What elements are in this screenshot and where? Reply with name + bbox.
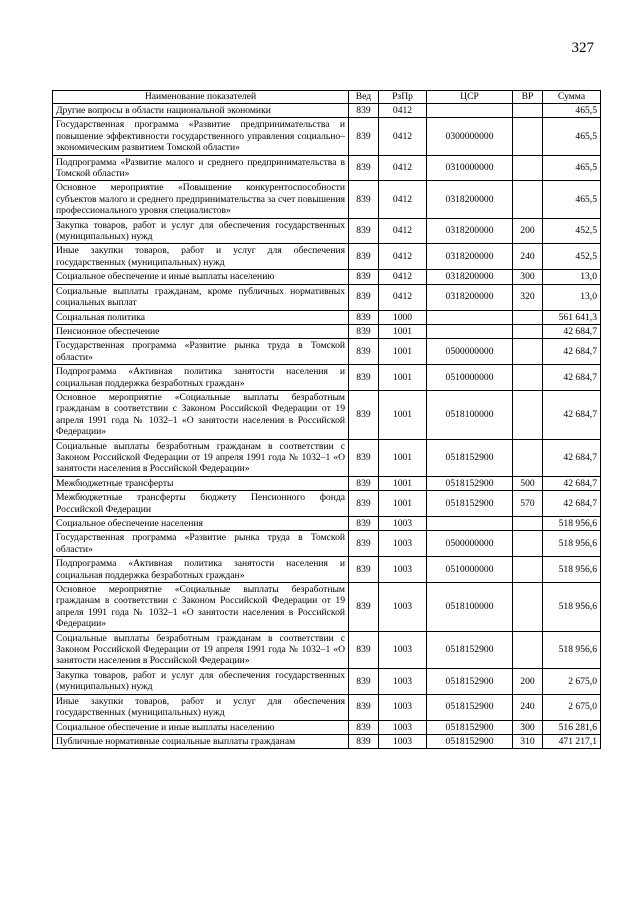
cell-csr: 0518152900	[427, 668, 513, 694]
cell-vr: 240	[513, 244, 543, 270]
cell-csr: 0310000000	[427, 155, 513, 181]
cell-rzpr: 0412	[379, 104, 427, 118]
cell-rzpr: 1001	[379, 491, 427, 517]
cell-ved: 839	[349, 244, 379, 270]
cell-name: Социальные выплаты гражданам, кроме публичных нормативных социальных выплат	[53, 284, 349, 310]
table-row	[53, 439, 601, 476]
cell-name: Подпрограмма «Активная политика занятости населения и социальная поддержка безработных граждан»	[53, 365, 349, 391]
cell-sum: 516 281,6	[543, 720, 601, 734]
cell-vr: 300	[513, 720, 543, 734]
cell-rzpr: 1003	[379, 734, 427, 748]
cell-name: Социальные выплаты безработным гражданам в соответствии с Законом Российской Федерации от 19 апреля 1991 года № 1032–1 «О занятости населения в Российской Федерации»	[53, 631, 349, 668]
table-row	[53, 631, 601, 668]
cell-name: Социальное обеспечение и иные выплаты населению	[53, 270, 349, 284]
cell-sum: 42 684,7	[543, 439, 601, 476]
cell-rzpr: 1000	[379, 310, 427, 324]
cell-vr	[513, 365, 543, 391]
cell-sum: 2 675,0	[543, 694, 601, 720]
cell-sum: 518 956,6	[543, 631, 601, 668]
cell-vr: 200	[513, 668, 543, 694]
cell-sum: 42 684,7	[543, 365, 601, 391]
cell-vr: 570	[513, 491, 543, 517]
cell-sum: 518 956,6	[543, 517, 601, 531]
cell-rzpr: 0412	[379, 155, 427, 181]
cell-name: Государственная программа «Развитие предпринимательства и повышение эффективности государственного управления социально–экономическим развитием Томской области»	[53, 118, 349, 155]
cell-vr	[513, 517, 543, 531]
cell-vr: 200	[513, 218, 543, 244]
cell-vr: 240	[513, 694, 543, 720]
cell-vr	[513, 104, 543, 118]
cell-name: Социальная политика	[53, 310, 349, 324]
table-row	[53, 324, 601, 338]
cell-name: Государственная программа «Развитие рынка труда в Томской области»	[53, 339, 349, 365]
cell-csr: 0518152900	[427, 694, 513, 720]
cell-rzpr: 1001	[379, 390, 427, 439]
cell-sum: 42 684,7	[543, 339, 601, 365]
cell-csr: 0518100000	[427, 583, 513, 632]
cell-name: Иные закупки товаров, работ и услуг для обеспечения государственных (муниципальных) нужд	[53, 694, 349, 720]
cell-sum: 465,5	[543, 104, 601, 118]
cell-name: Государственная программа «Развитие рынка труда в Томской области»	[53, 531, 349, 557]
cell-sum: 42 684,7	[543, 324, 601, 338]
header-ved: Вед	[349, 91, 379, 104]
cell-ved: 839	[349, 734, 379, 748]
cell-name: Межбюджетные трансферты бюджету Пенсионного фонда Российской Федерации	[53, 491, 349, 517]
cell-name: Основное мероприятие «Повышение конкурентоспособности субъектов малого и среднего предпринимательства за счет повышения профессионального уровня специалистов»	[53, 181, 349, 218]
cell-ved: 839	[349, 631, 379, 668]
cell-vr	[513, 310, 543, 324]
cell-vr	[513, 324, 543, 338]
table-row	[53, 339, 601, 365]
table-row	[53, 531, 601, 557]
cell-ved: 839	[349, 270, 379, 284]
budget-table	[52, 90, 601, 749]
cell-rzpr: 1001	[379, 365, 427, 391]
cell-csr: 0518152900	[427, 491, 513, 517]
table-row	[53, 390, 601, 439]
cell-csr: 0518152900	[427, 439, 513, 476]
cell-csr	[427, 104, 513, 118]
cell-vr: 500	[513, 476, 543, 490]
cell-ved: 839	[349, 583, 379, 632]
cell-name: Другие вопросы в области национальной экономики	[53, 104, 349, 118]
cell-ved: 839	[349, 720, 379, 734]
cell-vr	[513, 583, 543, 632]
cell-name: Основное мероприятие «Социальные выплаты безработным гражданам в соответствии с Законом Российской Федерации от 19 апреля 1991 года № 1032–1 «О занятости населения в Российской Федерации»	[53, 390, 349, 439]
table-row	[53, 583, 601, 632]
cell-ved: 839	[349, 284, 379, 310]
cell-sum: 42 684,7	[543, 491, 601, 517]
cell-rzpr: 0412	[379, 244, 427, 270]
header-sum: Сумма	[543, 91, 601, 104]
table-row	[53, 284, 601, 310]
cell-sum: 465,5	[543, 118, 601, 155]
cell-csr: 0518152900	[427, 734, 513, 748]
table-row	[53, 517, 601, 531]
table-row	[53, 104, 601, 118]
cell-rzpr: 1003	[379, 694, 427, 720]
cell-ved: 839	[349, 491, 379, 517]
cell-vr	[513, 557, 543, 583]
table-row	[53, 181, 601, 218]
table-row	[53, 218, 601, 244]
cell-sum: 452,5	[543, 218, 601, 244]
cell-name: Социальные выплаты безработным гражданам в соответствии с Законом Российской Федерации от 19 апреля 1991 года № 1032–1 «О занятости населения в Российской Федерации»	[53, 439, 349, 476]
cell-ved: 839	[349, 104, 379, 118]
cell-csr: 0518152900	[427, 631, 513, 668]
cell-csr: 0510000000	[427, 365, 513, 391]
cell-sum: 42 684,7	[543, 476, 601, 490]
table-row	[53, 734, 601, 748]
cell-rzpr: 1003	[379, 557, 427, 583]
cell-ved: 839	[349, 439, 379, 476]
cell-csr	[427, 324, 513, 338]
cell-ved: 839	[349, 181, 379, 218]
cell-vr	[513, 390, 543, 439]
cell-ved: 839	[349, 531, 379, 557]
cell-name: Подпрограмма «Активная политика занятости населения и социальная поддержка безработных граждан»	[53, 557, 349, 583]
cell-name: Основное мероприятие «Социальные выплаты безработным гражданам в соответствии с Законом Российской Федерации от 19 апреля 1991 года № 1032–1 «О занятости населения в Российской Федерации»	[53, 583, 349, 632]
table-row	[53, 491, 601, 517]
cell-rzpr: 0412	[379, 218, 427, 244]
cell-rzpr: 1003	[379, 583, 427, 632]
cell-rzpr: 1001	[379, 324, 427, 338]
header-csr: ЦСР	[427, 91, 513, 104]
cell-rzpr: 1001	[379, 439, 427, 476]
cell-csr	[427, 517, 513, 531]
cell-name: Публичные нормативные социальные выплаты гражданам	[53, 734, 349, 748]
table-row	[53, 155, 601, 181]
cell-name: Социальное обеспечение и иные выплаты населению	[53, 720, 349, 734]
table-row	[53, 365, 601, 391]
cell-sum: 518 956,6	[543, 531, 601, 557]
table-row	[53, 244, 601, 270]
cell-name: Пенсионное обеспечение	[53, 324, 349, 338]
cell-sum: 13,0	[543, 270, 601, 284]
table-row	[53, 668, 601, 694]
cell-sum: 42 684,7	[543, 390, 601, 439]
cell-sum: 13,0	[543, 284, 601, 310]
cell-ved: 839	[349, 339, 379, 365]
cell-rzpr: 0412	[379, 270, 427, 284]
table-row	[53, 310, 601, 324]
cell-csr	[427, 310, 513, 324]
cell-rzpr: 0412	[379, 118, 427, 155]
cell-csr: 0500000000	[427, 531, 513, 557]
cell-vr	[513, 155, 543, 181]
cell-vr	[513, 181, 543, 218]
cell-name: Иные закупки товаров, работ и услуг для обеспечения государственных (муниципальных) нужд	[53, 244, 349, 270]
header-vr: ВР	[513, 91, 543, 104]
cell-rzpr: 0412	[379, 284, 427, 310]
cell-rzpr: 1003	[379, 668, 427, 694]
cell-csr: 0518152900	[427, 476, 513, 490]
cell-rzpr: 1001	[379, 339, 427, 365]
header-name: Наименование показателей	[53, 91, 349, 104]
cell-csr: 0318200000	[427, 244, 513, 270]
cell-ved: 839	[349, 118, 379, 155]
cell-name: Закупка товаров, работ и услуг для обеспечения государственных (муниципальных) нужд	[53, 668, 349, 694]
cell-ved: 839	[349, 155, 379, 181]
cell-sum: 452,5	[543, 244, 601, 270]
cell-sum: 518 956,6	[543, 583, 601, 632]
cell-rzpr: 1003	[379, 720, 427, 734]
cell-sum: 561 641,3	[543, 310, 601, 324]
cell-rzpr: 1003	[379, 531, 427, 557]
cell-name: Межбюджетные трансферты	[53, 476, 349, 490]
cell-ved: 839	[349, 218, 379, 244]
cell-vr	[513, 439, 543, 476]
cell-csr: 0318200000	[427, 284, 513, 310]
cell-csr: 0318200000	[427, 270, 513, 284]
header-rzpr: РзПр	[379, 91, 427, 104]
cell-vr: 320	[513, 284, 543, 310]
cell-csr: 0500000000	[427, 339, 513, 365]
cell-sum: 465,5	[543, 155, 601, 181]
cell-sum: 518 956,6	[543, 557, 601, 583]
cell-ved: 839	[349, 517, 379, 531]
table-row	[53, 476, 601, 490]
cell-csr: 0300000000	[427, 118, 513, 155]
cell-name: Закупка товаров, работ и услуг для обеспечения государственных (муниципальных) нужд	[53, 218, 349, 244]
cell-sum: 2 675,0	[543, 668, 601, 694]
table-row	[53, 118, 601, 155]
cell-vr	[513, 339, 543, 365]
cell-ved: 839	[349, 310, 379, 324]
table-row	[53, 720, 601, 734]
cell-name: Социальное обеспечение населения	[53, 517, 349, 531]
cell-ved: 839	[349, 668, 379, 694]
cell-rzpr: 1003	[379, 517, 427, 531]
cell-sum: 465,5	[543, 181, 601, 218]
cell-csr: 0318200000	[427, 218, 513, 244]
cell-csr: 0518152900	[427, 720, 513, 734]
cell-vr: 310	[513, 734, 543, 748]
cell-csr: 0510000000	[427, 557, 513, 583]
cell-csr: 0518100000	[427, 390, 513, 439]
cell-vr	[513, 118, 543, 155]
cell-sum: 471 217,1	[543, 734, 601, 748]
cell-ved: 839	[349, 390, 379, 439]
table-header-row	[53, 91, 601, 104]
cell-rzpr: 1001	[379, 476, 427, 490]
table-row	[53, 557, 601, 583]
cell-ved: 839	[349, 365, 379, 391]
cell-ved: 839	[349, 476, 379, 490]
cell-csr: 0318200000	[427, 181, 513, 218]
cell-ved: 839	[349, 694, 379, 720]
cell-ved: 839	[349, 324, 379, 338]
table-row	[53, 694, 601, 720]
cell-vr	[513, 531, 543, 557]
cell-vr: 300	[513, 270, 543, 284]
cell-name: Подпрограмма «Развитие малого и среднего предпринимательства в Томской области»	[53, 155, 349, 181]
table-row	[53, 270, 601, 284]
cell-ved: 839	[349, 557, 379, 583]
page-number: 327	[571, 40, 594, 56]
cell-rzpr: 1003	[379, 631, 427, 668]
cell-vr	[513, 631, 543, 668]
cell-rzpr: 0412	[379, 181, 427, 218]
